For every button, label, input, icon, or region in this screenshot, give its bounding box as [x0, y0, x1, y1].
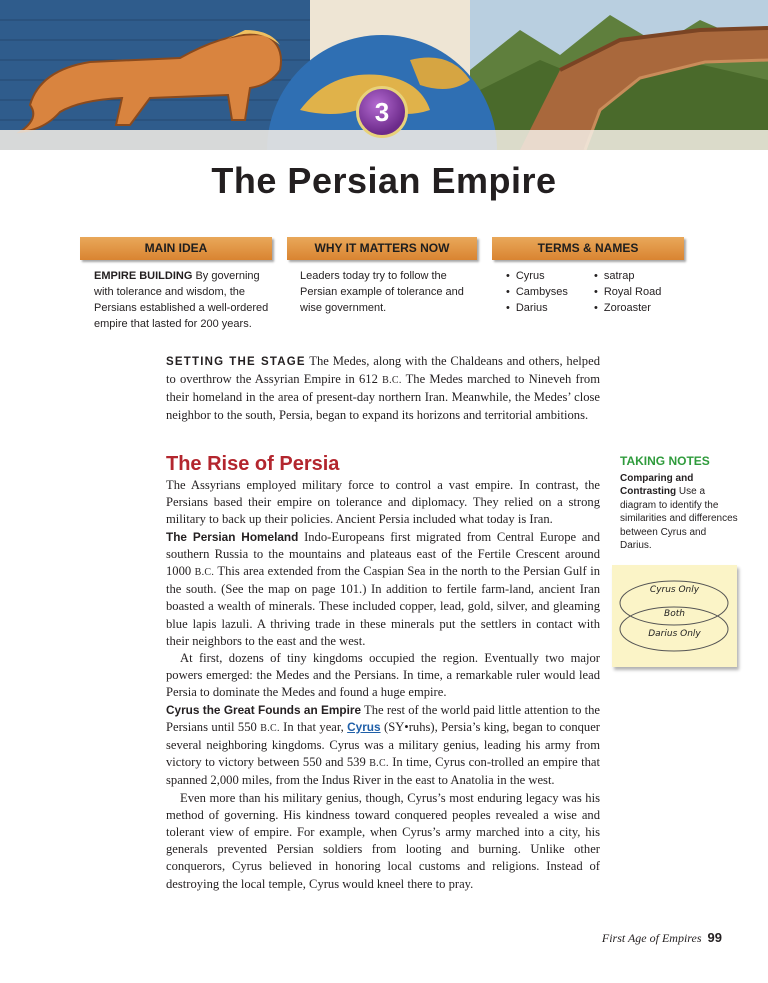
venn-label: Cyrus Only [649, 585, 700, 595]
paragraph: Even more than his military genius, though, Cyrus’s most enduring legacy was his method of governing. His kindness toward conquered peoples revealed a wise and tolerant view of empire. For example, when Cyrus’s army marched into a city, his generals prevented Persian soldiers from looting and burning. Unlike other conquerors, Cyrus believed in honoring local customs and religions. Instead of destroying the local temple, Cyrus would kneel there to pray. [166, 790, 600, 891]
why-it-matters-text: Leaders today try to follow the Persian example of tolerance and wise government. [300, 270, 464, 314]
paragraph [166, 702, 600, 790]
terms-names-header: TERMS & NAMES [492, 237, 684, 260]
term-item: • Cambyses [506, 284, 586, 300]
main-idea-header: MAIN IDEA [80, 237, 272, 260]
taking-notes-lead: Comparing and Contrasting [620, 472, 694, 497]
era-label: B.C. [369, 758, 389, 770]
taking-notes-text: Use a diagram to identify the similarities and differences between Cyrus and Darius. [620, 486, 738, 551]
stage-text: The Medes marched to Nineveh from their homeland in the area of present-day northern Iran. Meanwhile, the Medes’ close neighbor to the south, Persia, began to expand its horizons and territorial ambitions. [166, 372, 600, 422]
setting-the-stage [166, 353, 600, 424]
book-title: First Age of Empires [601, 931, 702, 945]
era-label: B.C. [194, 567, 215, 579]
page-footer [602, 930, 722, 946]
venn-diagram-card [612, 565, 737, 667]
page-title: The Persian Empire [211, 160, 557, 201]
paragraph-text: In that year, [279, 719, 348, 734]
main-idea-body: By governing with tolerance and wisdom, the Persians established a well-ordered empire that lasted for 200 years. [94, 270, 269, 330]
terms-list-2 [594, 268, 684, 316]
taking-notes-title: TAKING NOTES [620, 454, 710, 468]
paragraph-text: The rest of the world paid little attention to the Persians until 550 [166, 702, 600, 734]
term-item: • Cyrus [506, 268, 586, 284]
subheading: Cyrus the Great Founds an Empire [166, 702, 362, 717]
paragraph-text: In time, Cyrus con-trolled an empire that spanned 2,000 miles, from the Indus River in the east to Anatolia in the west. [166, 755, 600, 788]
term-item: • Darius [506, 300, 586, 316]
paragraph [166, 529, 600, 650]
setting-the-stage-lead: SETTING THE STAGE [166, 356, 306, 368]
venn-label: Darius Only [648, 629, 701, 639]
paragraph: The Assyrians employed military force to control a vast empire. In contrast, the Persians based their empire on tolerance and diplomacy. They relied on a strong military to back up their policies. Ancient Persia included what today is Iran. [166, 478, 600, 527]
paragraph-text: Indo-Europeans first migrated from Central Europe and southern Russia to the mountains and plateaus east of the Fertile Crescent around 1000 [166, 529, 600, 579]
section-heading: The Rise of Persia [166, 453, 340, 475]
term-item: • satrap [594, 268, 684, 284]
term-item: • Zoroaster [594, 300, 684, 316]
era-label: B.C. [260, 722, 280, 734]
main-idea-text [94, 268, 272, 332]
terms-list-1 [506, 268, 586, 316]
chapter-number-badge: 3 [356, 86, 408, 138]
term-link-cyrus[interactable]: Cyrus [347, 719, 381, 734]
page-number: 99 [707, 930, 722, 945]
paragraph: At first, dozens of tiny kingdoms occupied the region. Eventually two major powers emerged: the Medes and the Persians. In time, a remarkable ruler would lead Persia to dominate the Medes and found a huge empire. [166, 651, 600, 700]
paragraph-text: (SY•ruhs), Persia’s king, began to conquer several neighboring kingdoms. Cyrus was a military genius, leading his army from victory to victory between 550 and 539 [166, 719, 600, 770]
taking-notes [620, 455, 740, 553]
stage-text: The Medes, along with the Chaldeans and others, helped to overthrow the Assyrian Empire in 612 [166, 354, 600, 387]
term-item: • Royal Road [594, 284, 684, 300]
venn-label: Both [664, 609, 685, 619]
section-body [166, 477, 600, 893]
why-it-matters-header: WHY IT MATTERS NOW [287, 237, 477, 260]
era-label: B.C. [382, 375, 402, 387]
subheading: The Persian Homeland [166, 529, 299, 544]
main-idea-lead: EMPIRE BUILDING [94, 270, 193, 282]
paragraph-text: This area extended from the Caspian Sea in the north to the Persian Gulf in the south. (See the map on page 101.) In addition to fertile farm-land, ancient Iran boasted a wealth of minerals. These included copper, lead, gold, silver, and gleaming blue lapis lazuli. A thriving trade in these minerals put the settlers in contact with their neighbors to the east and the west. [166, 564, 600, 648]
